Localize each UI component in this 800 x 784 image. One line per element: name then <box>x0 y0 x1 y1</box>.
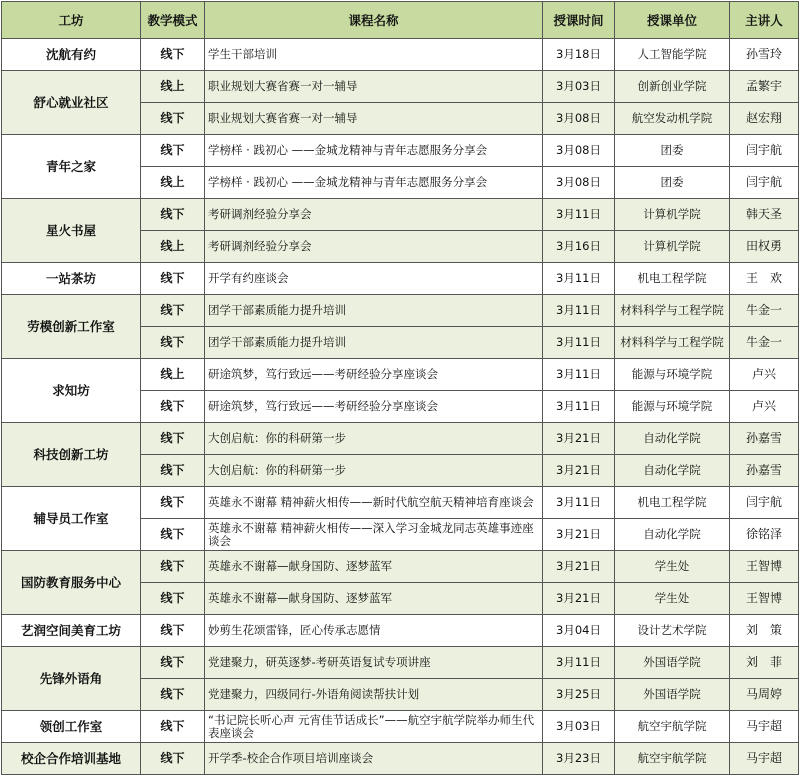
time-cell: 3月11日 <box>543 391 615 423</box>
course-cell: 党建聚力，研英逐梦-考研英语复试专项讲座 <box>205 647 543 679</box>
workshop-cell: 星火书屋 <box>2 199 141 263</box>
time-cell: 3月11日 <box>543 327 615 359</box>
speaker-cell: 孙雪玲 <box>730 39 799 71</box>
header-course: 课程名称 <box>205 2 543 39</box>
mode-cell: 线上 <box>141 231 205 263</box>
speaker-cell: 赵宏翔 <box>730 103 799 135</box>
course-cell: 英雄永不谢幕—献身国防、逐梦蓝军 <box>205 551 543 583</box>
workshop-cell: 艺润空间美育工坊 <box>2 615 141 647</box>
speaker-cell: 马宇超 <box>730 743 799 775</box>
course-cell: 团学干部素质能力提升培训 <box>205 295 543 327</box>
unit-cell: 创新创业学院 <box>615 71 730 103</box>
unit-cell: 自动化学院 <box>615 519 730 551</box>
time-cell: 3月21日 <box>543 551 615 583</box>
table-row <box>2 423 799 455</box>
workshop-cell: 领创工作室 <box>2 711 141 743</box>
unit-cell: 自动化学院 <box>615 423 730 455</box>
speaker-cell: 王智博 <box>730 551 799 583</box>
table-row <box>2 295 799 327</box>
time-cell: 3月21日 <box>543 423 615 455</box>
mode-cell: 线下 <box>141 135 205 167</box>
time-cell: 3月11日 <box>543 199 615 231</box>
mode-cell: 线下 <box>141 423 205 455</box>
time-cell: 3月18日 <box>543 39 615 71</box>
unit-cell: 材料科学与工程学院 <box>615 295 730 327</box>
course-cell: 研途筑梦，笃行致远——考研经验分享座谈会 <box>205 391 543 423</box>
course-cell: 研途筑梦，笃行致远——考研经验分享座谈会 <box>205 359 543 391</box>
mode-cell: 线下 <box>141 103 205 135</box>
speaker-cell: 卢兴 <box>730 359 799 391</box>
time-cell: 3月16日 <box>543 231 615 263</box>
mode-cell: 线上 <box>141 167 205 199</box>
mode-cell: 线下 <box>141 711 205 743</box>
table-row <box>2 551 799 583</box>
time-cell: 3月11日 <box>543 263 615 295</box>
course-cell: 英雄永不谢幕—献身国防、逐梦蓝军 <box>205 583 543 615</box>
workshop-cell: 舒心就业社区 <box>2 71 141 135</box>
workshop-cell: 青年之家 <box>2 135 141 199</box>
unit-cell: 航空宇航学院 <box>615 743 730 775</box>
speaker-cell: 闫宇航 <box>730 487 799 519</box>
speaker-cell: 刘 策 <box>730 615 799 647</box>
unit-cell: 学生处 <box>615 551 730 583</box>
unit-cell: 能源与环境学院 <box>615 359 730 391</box>
time-cell: 3月08日 <box>543 135 615 167</box>
mode-cell: 线下 <box>141 487 205 519</box>
header-unit: 授课单位 <box>615 2 730 39</box>
course-cell: 职业规划大赛省赛一对一辅导 <box>205 103 543 135</box>
unit-cell: 机电工程学院 <box>615 487 730 519</box>
time-cell: 3月21日 <box>543 519 615 551</box>
unit-cell: 团委 <box>615 167 730 199</box>
header-row <box>2 2 799 39</box>
course-cell: 考研调剂经验分享会 <box>205 231 543 263</box>
workshop-cell: 科技创新工坊 <box>2 423 141 487</box>
speaker-cell: 田权勇 <box>730 231 799 263</box>
mode-cell: 线下 <box>141 455 205 487</box>
unit-cell: 航空宇航学院 <box>615 711 730 743</box>
mode-cell: 线下 <box>141 519 205 551</box>
time-cell: 3月08日 <box>543 103 615 135</box>
time-cell: 3月21日 <box>543 583 615 615</box>
time-cell: 3月03日 <box>543 71 615 103</box>
time-cell: 3月03日 <box>543 711 615 743</box>
unit-cell: 外国语学院 <box>615 679 730 711</box>
mode-cell: 线下 <box>141 679 205 711</box>
table-row <box>2 71 799 103</box>
mode-cell: 线下 <box>141 327 205 359</box>
mode-cell: 线下 <box>141 551 205 583</box>
course-cell: 党建聚力，四级同行-外语角阅读帮扶计划 <box>205 679 543 711</box>
course-cell: 开学有约座谈会 <box>205 263 543 295</box>
table-row <box>2 199 799 231</box>
speaker-cell: 王智博 <box>730 583 799 615</box>
table-row <box>2 615 799 647</box>
course-cell: “书记院长听心声 元宵佳节话成长”——航空宇航学院举办师生代表座谈会 <box>205 711 543 743</box>
time-cell: 3月25日 <box>543 679 615 711</box>
speaker-cell: 王 欢 <box>730 263 799 295</box>
mode-cell: 线下 <box>141 391 205 423</box>
course-cell: 团学干部素质能力提升培训 <box>205 327 543 359</box>
course-cell: 职业规划大赛省赛一对一辅导 <box>205 71 543 103</box>
time-cell: 3月11日 <box>543 647 615 679</box>
unit-cell: 机电工程学院 <box>615 263 730 295</box>
mode-cell: 线下 <box>141 39 205 71</box>
table-row <box>2 263 799 295</box>
mode-cell: 线上 <box>141 71 205 103</box>
table-row <box>2 647 799 679</box>
course-cell: 学榜样 · 践初心 ——金城龙精神与青年志愿服务分享会 <box>205 135 543 167</box>
mode-cell: 线下 <box>141 295 205 327</box>
table-row <box>2 359 799 391</box>
speaker-cell: 闫宇航 <box>730 135 799 167</box>
workshop-cell: 先锋外语角 <box>2 647 141 711</box>
unit-cell: 材料科学与工程学院 <box>615 327 730 359</box>
speaker-cell: 孙嘉雪 <box>730 455 799 487</box>
header-workshop: 工坊 <box>2 2 141 39</box>
mode-cell: 线下 <box>141 263 205 295</box>
speaker-cell: 马周婷 <box>730 679 799 711</box>
mode-cell: 线下 <box>141 615 205 647</box>
workshop-cell: 沈航有约 <box>2 39 141 71</box>
course-cell: 大创启航：你的科研第一步 <box>205 423 543 455</box>
mode-cell: 线下 <box>141 583 205 615</box>
time-cell: 3月11日 <box>543 295 615 327</box>
unit-cell: 计算机学院 <box>615 231 730 263</box>
mode-cell: 线下 <box>141 199 205 231</box>
time-cell: 3月11日 <box>543 359 615 391</box>
unit-cell: 团委 <box>615 135 730 167</box>
speaker-cell: 徐铭泽 <box>730 519 799 551</box>
table-body <box>2 39 799 775</box>
course-cell: 开学季-校企合作项目培训座谈会 <box>205 743 543 775</box>
mode-cell: 线下 <box>141 647 205 679</box>
workshop-cell: 劳模创新工作室 <box>2 295 141 359</box>
table-row <box>2 487 799 519</box>
speaker-cell: 牛金一 <box>730 327 799 359</box>
unit-cell: 设计艺术学院 <box>615 615 730 647</box>
unit-cell: 外国语学院 <box>615 647 730 679</box>
course-cell: 考研调剂经验分享会 <box>205 199 543 231</box>
header-time: 授课时间 <box>543 2 615 39</box>
speaker-cell: 刘 菲 <box>730 647 799 679</box>
schedule-table <box>1 1 799 775</box>
mode-cell: 线上 <box>141 359 205 391</box>
speaker-cell: 卢兴 <box>730 391 799 423</box>
course-cell: 英雄永不谢幕 精神薪火相传——新时代航空航天精神培育座谈会 <box>205 487 543 519</box>
table-row <box>2 39 799 71</box>
workshop-cell: 求知坊 <box>2 359 141 423</box>
time-cell: 3月23日 <box>543 743 615 775</box>
time-cell: 3月11日 <box>543 487 615 519</box>
speaker-cell: 韩天圣 <box>730 199 799 231</box>
mode-cell: 线下 <box>141 743 205 775</box>
course-cell: 学榜样 · 践初心 ——金城龙精神与青年志愿服务分享会 <box>205 167 543 199</box>
table-row <box>2 135 799 167</box>
speaker-cell: 孟繁宇 <box>730 71 799 103</box>
workshop-cell: 国防教育服务中心 <box>2 551 141 615</box>
unit-cell: 计算机学院 <box>615 199 730 231</box>
course-cell: 妙剪生花颂雷锋，匠心传承志愿情 <box>205 615 543 647</box>
table-row <box>2 711 799 743</box>
course-cell: 英雄永不谢幕 精神薪火相传——深入学习金城龙同志英雄事迹座谈会 <box>205 519 543 551</box>
time-cell: 3月08日 <box>543 167 615 199</box>
unit-cell: 航空发动机学院 <box>615 103 730 135</box>
unit-cell: 学生处 <box>615 583 730 615</box>
course-cell: 大创启航：你的科研第一步 <box>205 455 543 487</box>
speaker-cell: 牛金一 <box>730 295 799 327</box>
unit-cell: 能源与环境学院 <box>615 391 730 423</box>
speaker-cell: 闫宇航 <box>730 167 799 199</box>
workshop-cell: 辅导员工作室 <box>2 487 141 551</box>
header-mode: 教学模式 <box>141 2 205 39</box>
workshop-cell: 一站茶坊 <box>2 263 141 295</box>
workshop-cell: 校企合作培训基地 <box>2 743 141 775</box>
speaker-cell: 孙嘉雪 <box>730 423 799 455</box>
unit-cell: 人工智能学院 <box>615 39 730 71</box>
table-row <box>2 743 799 775</box>
header-speaker: 主讲人 <box>730 2 799 39</box>
course-cell: 学生干部培训 <box>205 39 543 71</box>
time-cell: 3月21日 <box>543 455 615 487</box>
speaker-cell: 马宇超 <box>730 711 799 743</box>
time-cell: 3月04日 <box>543 615 615 647</box>
unit-cell: 自动化学院 <box>615 455 730 487</box>
